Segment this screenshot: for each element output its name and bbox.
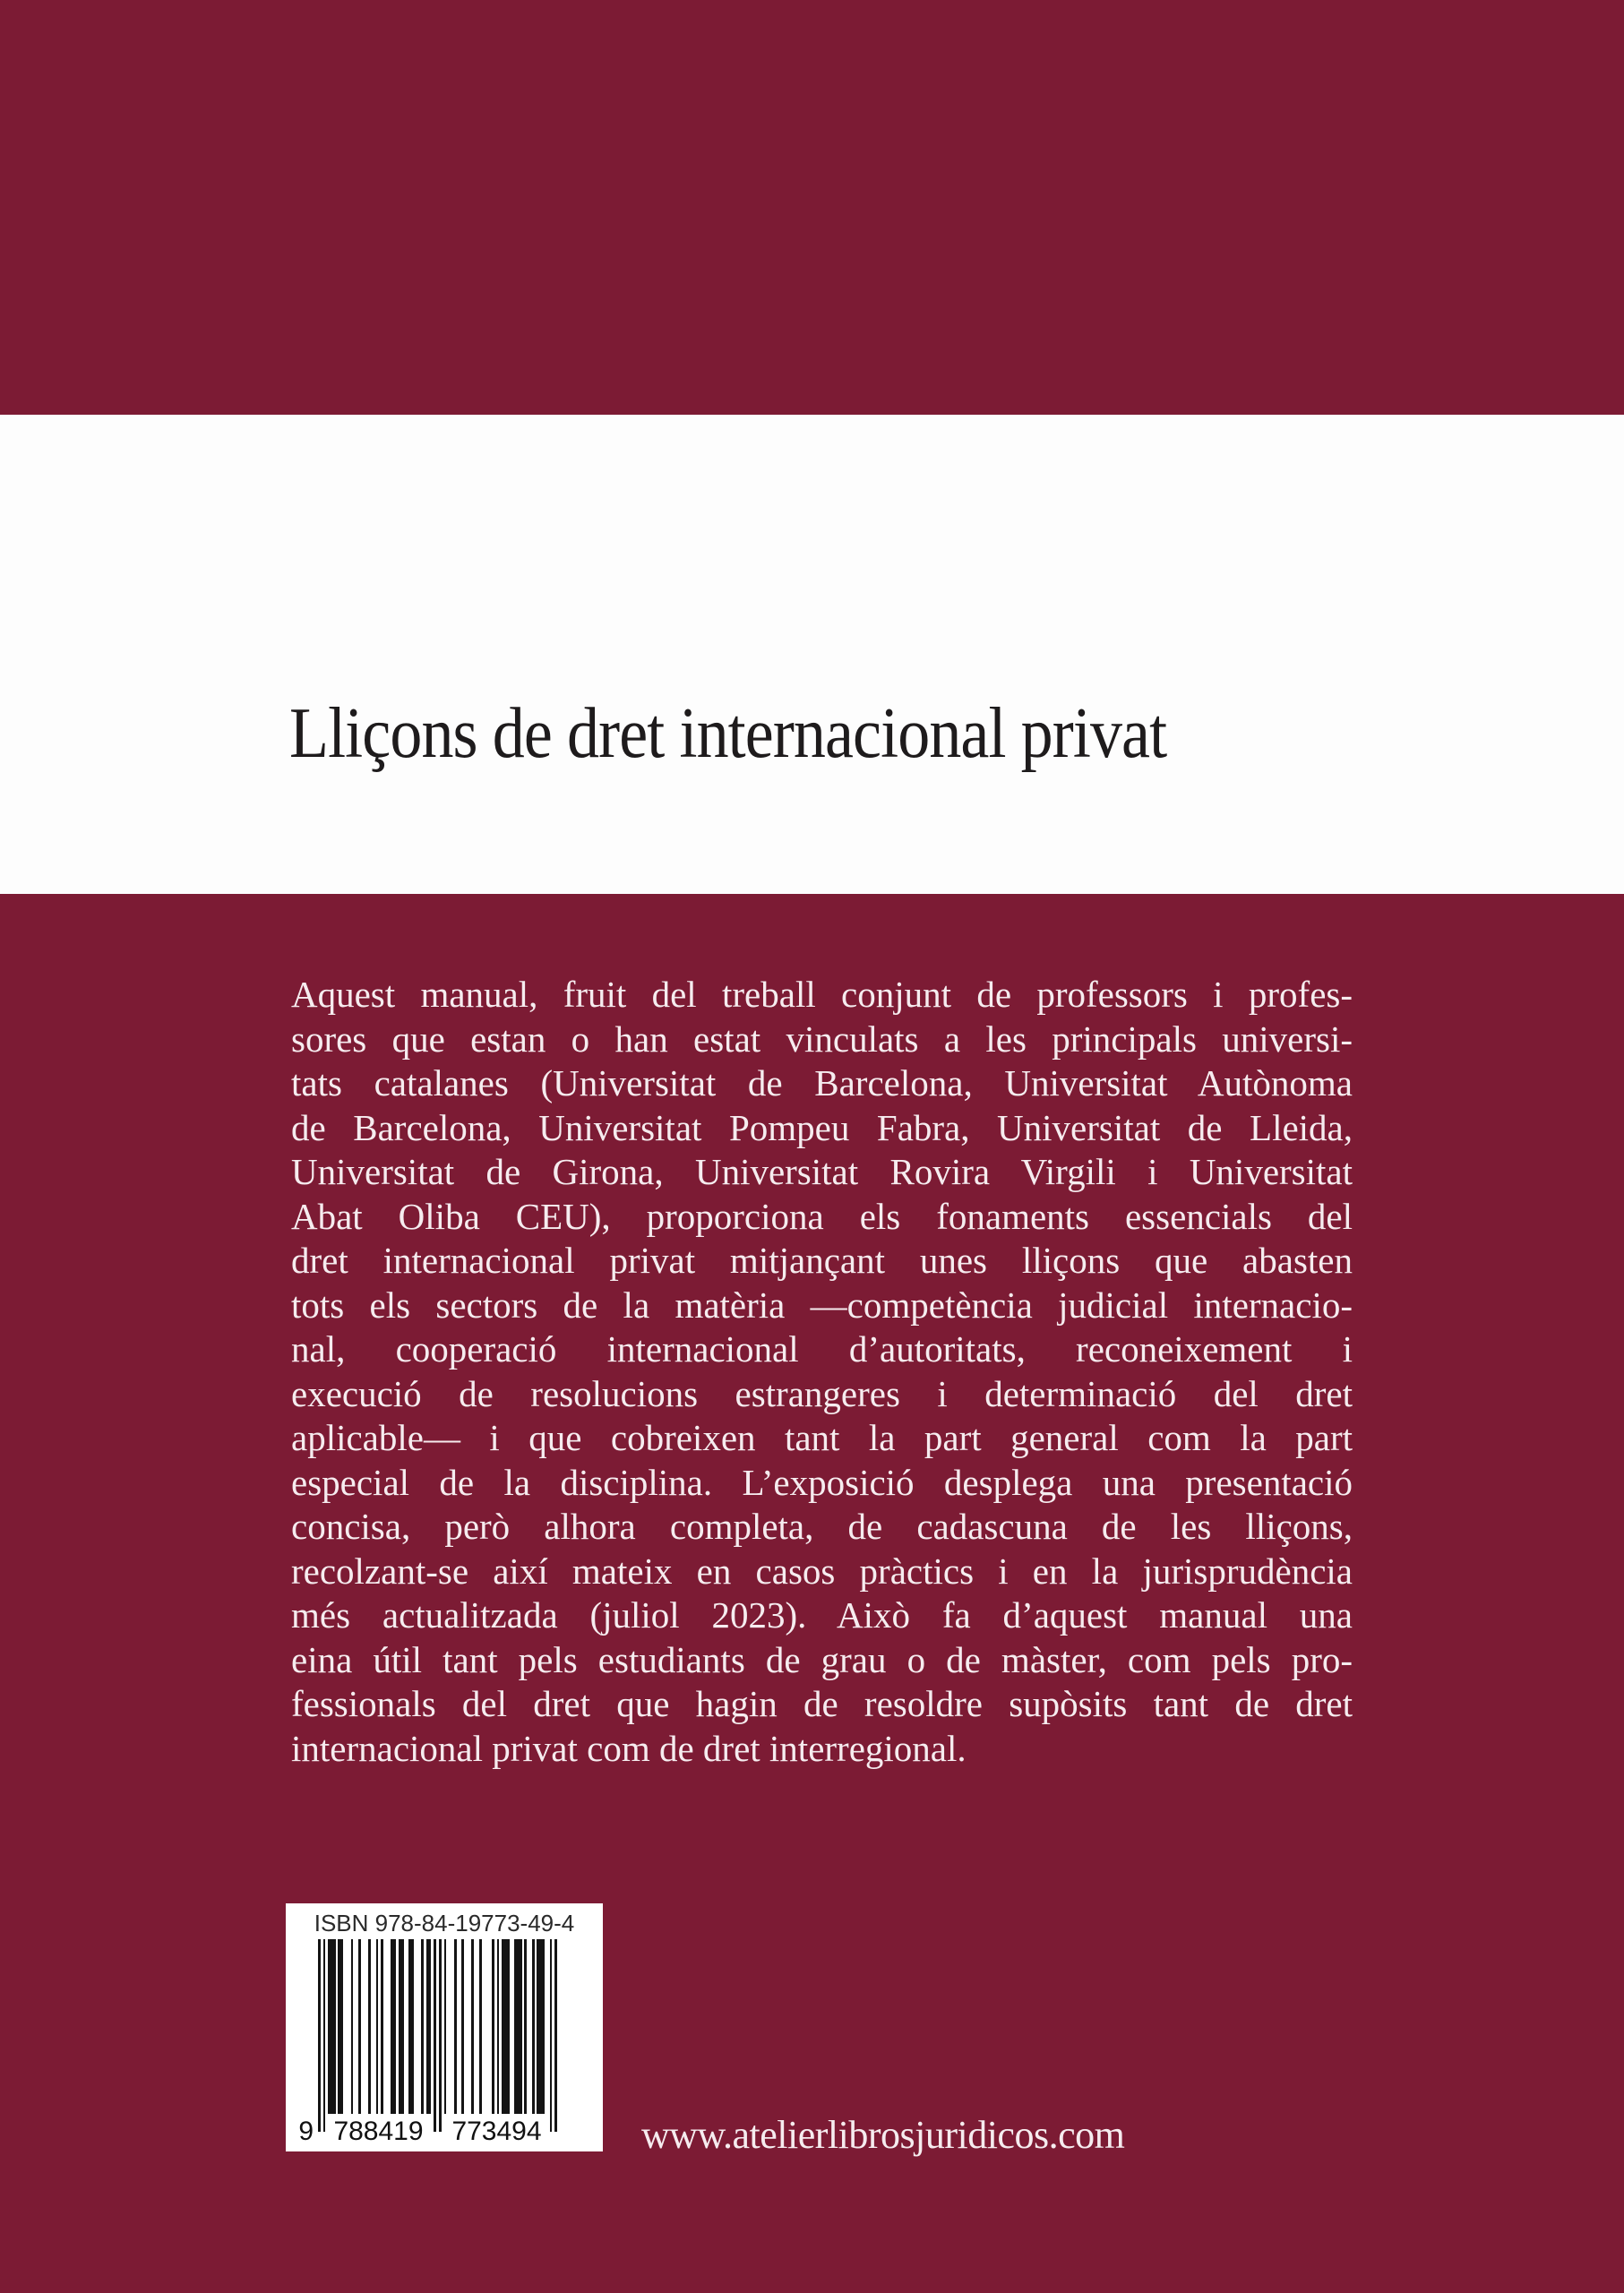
barcode-bar (391, 1939, 396, 2114)
ean13-barcode (318, 1939, 557, 2132)
barcode-bar (479, 1939, 482, 2114)
description-line: més actualitzada (juliol 2023). Això fa d’aquest manual una (291, 1594, 1353, 1636)
barcode-bar (381, 1939, 383, 2114)
barcode-bar (492, 1939, 494, 2114)
description-line: Abat Oliba CEU), proporciona els fonaments essencials del (291, 1195, 1353, 1237)
ean13-group2: 773494 (451, 2117, 542, 2146)
barcode-bar (426, 1939, 432, 2114)
barcode-bar (368, 1939, 371, 2114)
barcode-bar (471, 1939, 474, 2114)
barcode-bar (351, 1939, 354, 2114)
barcode-bar (454, 1939, 457, 2114)
isbn-barcode-block (286, 1903, 603, 2151)
description-line: tots els sectors de la matèria —competència judicial internacio- (291, 1284, 1353, 1326)
barcode-bar (532, 1939, 535, 2114)
barcode-bar (554, 1939, 557, 2132)
barcode-bar (434, 1939, 436, 2132)
description-line: recolzant-se així mateix en casos pràctics i en la jurisprudència (291, 1550, 1353, 1592)
barcode-bar (537, 1939, 544, 2114)
back-cover-description (291, 973, 1353, 1771)
description-line: concisa, però alhora completa, de cadascuna de les lliçons, (291, 1506, 1353, 1547)
barcode-bar (497, 1939, 500, 2114)
description-line: Aquest manual, fruit del treball conjunt de professors i profes- (291, 974, 1353, 1015)
description-line: de Barcelona, Universitat Pompeu Fabra, Universitat de Lleida, (291, 1106, 1353, 1148)
isbn-label: ISBN 978-84-19773-49-4 (314, 1910, 575, 1937)
barcode-bar (399, 1939, 404, 2114)
barcode-bar (323, 1939, 326, 2132)
book-title: Lliçons de dret internacional privat (289, 694, 1167, 773)
barcode-bar (524, 1939, 527, 2114)
description-line: aplicable— i que cobreixen tant la part general com la part (291, 1417, 1353, 1458)
barcode-bar (318, 1939, 321, 2132)
title-band (0, 415, 1624, 894)
description-line: Universitat de Girona, Universitat Rovira Virgili i Universitat (291, 1151, 1353, 1192)
barcode-bar (444, 1939, 447, 2114)
barcode-bar (408, 1939, 414, 2114)
description-line: internacional privat com de dret interregional. (291, 1727, 967, 1769)
barcode-bar (338, 1939, 343, 2114)
description-line: eina útil tant pels estudiants de grau o de màster, com pels pro- (291, 1638, 1353, 1680)
description-line: fessionals del dret que hagin de resoldre supòsits tant de dret (291, 1683, 1353, 1724)
publisher-website: www.atelierlibrosjuridicos.com (641, 2113, 1125, 2157)
barcode-bar (421, 1939, 424, 2114)
ean13-group1: 788419 (333, 2117, 424, 2146)
description-line: especial de la disciplina. L’exposició desplega una presentació (291, 1461, 1353, 1503)
description-line: execució de resolucions estrangeres i determinació del dret (291, 1372, 1353, 1414)
barcode-bar (358, 1939, 361, 2114)
description-line: nal, cooperació internacional d’autoritats, reconeixement i (291, 1328, 1353, 1370)
description-line: dret internacional privat mitjançant unes lliçons que abasten (291, 1240, 1353, 1281)
description-line: sores que estan o han estat vinculats a les principals universi- (291, 1018, 1353, 1060)
barcode-bar (376, 1939, 379, 2114)
barcode-bar (502, 1939, 509, 2114)
barcode-bar (439, 1939, 442, 2132)
description-line: tats catalanes (Universitat de Barcelona, Universitat Autònoma (291, 1062, 1353, 1104)
barcode-bar (550, 1939, 553, 2132)
barcode-bar (328, 1939, 335, 2114)
barcode-bar (514, 1939, 521, 2114)
barcode-bar (461, 1939, 464, 2114)
ean13-first-digit: 9 (298, 2117, 314, 2146)
